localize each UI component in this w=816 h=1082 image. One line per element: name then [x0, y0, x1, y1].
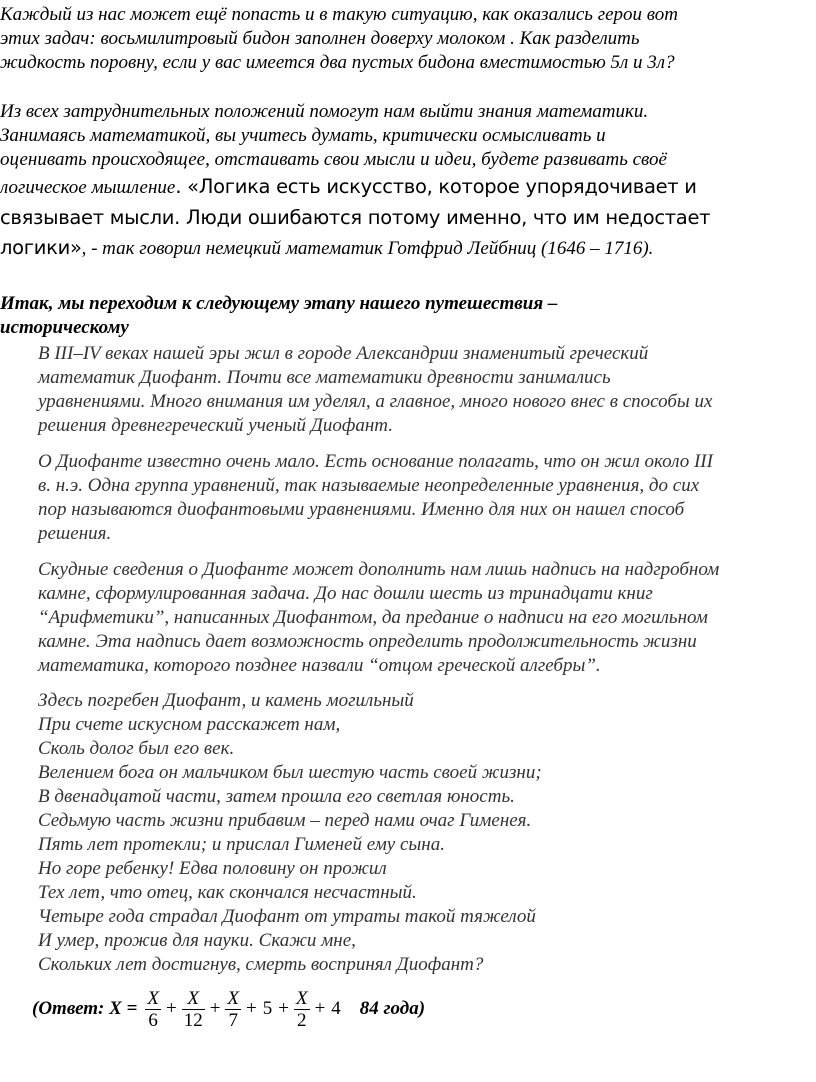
logic-line: Из всех затруднительных положений помогут нам выйти знания математики.	[0, 101, 649, 122]
fraction-numerator: X	[187, 987, 199, 1009]
history-paragraph-1	[38, 342, 813, 438]
leibniz-quote: . «Логика есть искусство, которое упорядочивает и	[175, 175, 697, 198]
poem-line: Но горе ребенку! Едва половину он прожил	[38, 858, 387, 879]
poem-line: Четыре года страдал Диофант от утраты такой тяжелой	[38, 906, 536, 927]
logic-paragraph	[0, 100, 812, 264]
logic-line: Занимаясь математикой, вы учитесь думать, критически осмысливать и	[0, 125, 606, 146]
poem-line: При счете искусном расскажет нам,	[38, 714, 341, 735]
transition-line: историческому	[0, 317, 129, 338]
logic-line	[0, 233, 812, 264]
intro-paragraph	[0, 3, 812, 75]
history-line: В III–IV веках нашей эры жил в городе Александрии знаменитый греческий	[38, 343, 649, 364]
history-line: математика, которого позднее назвали “отцом греческой алгебры”.	[38, 655, 601, 676]
transition-heading	[0, 292, 812, 340]
fraction-x-7	[225, 988, 241, 1031]
intro-line: жидкость поровну, если у вас имеется два пустых бидона вместимостью 5л и 3л?	[0, 52, 675, 73]
term-five: 5	[262, 998, 273, 1019]
history-line: камне. Эта надпись дает возможность определить продолжительность жизни	[38, 631, 697, 652]
answer-result: 84 года)	[359, 998, 426, 1019]
poem-line: Тех лет, что отец, как скончался несчастный.	[38, 882, 417, 903]
fraction-denominator: 6	[148, 1009, 158, 1031]
history-line: “Арифметики”, написанных Диофантом, да предание о надписи на его могильном	[38, 607, 708, 628]
plus-sign: +	[278, 998, 289, 1019]
history-paragraph-3	[38, 558, 813, 678]
logic-text: логическое мышление	[0, 177, 176, 198]
poem-line: Сколь долог был его век.	[38, 738, 235, 759]
history-line: уравнениями. Много внимания им уделял, а главное, много нового внес в способы их	[38, 391, 713, 412]
poem-line: В двенадцатой части, затем прошла его светлая юность.	[38, 786, 515, 807]
logic-line	[0, 172, 812, 203]
fraction-numerator: X	[295, 987, 308, 1009]
fraction-denominator: 2	[297, 1009, 307, 1031]
poem-line: Здесь погребен Диофант, и камень могильный	[38, 690, 414, 711]
history-line: камне, сформулированная задача. До нас дошли шесть из тринадцати книг	[38, 583, 653, 604]
poem-line: Седьмую часть жизни прибавим – перед нами очаг Гименея.	[38, 810, 532, 831]
leibniz-quote: связывает мысли. Люди ошибаются потому именно, что им недостает	[0, 206, 711, 229]
history-line: О Диофанте известно очень мало. Есть основание полагать, что он жил около III	[38, 451, 713, 472]
leibniz-attribution: , - так говорил немецкий математик Готфрид Лейбниц (1646 – 1716).	[81, 238, 654, 259]
logic-line: оценивать происходящее, отстаивать свои мысли и идеи, будете развивать своё	[0, 149, 667, 170]
poem-line: Скольких лет достигнув, смерть воспринял Диофант?	[38, 954, 484, 975]
fraction-x-2	[294, 988, 310, 1031]
history-paragraph-2	[38, 450, 813, 546]
poem-line: И умер, прожив для науки. Скажи мне,	[38, 930, 356, 951]
history-line: Скудные сведения о Диофанте может дополнить нам лишь надпись на надгробном	[38, 559, 720, 580]
plus-sign: +	[246, 998, 257, 1019]
transition-line: Итак, мы переходим к следующему этапу нашего путешествия –	[0, 293, 558, 314]
diophantus-epitaph-poem	[38, 689, 813, 977]
plus-sign: +	[314, 998, 326, 1019]
fraction-x-6	[145, 988, 161, 1031]
fraction-numerator: X	[227, 987, 240, 1009]
intro-line: Каждый из нас может ещё попасть и в такую ситуацию, как оказались герои вот	[0, 4, 679, 25]
poem-line: Велением бога он мальчиком был шестую часть своей жизни;	[38, 762, 542, 783]
fraction-numerator: X	[147, 987, 159, 1009]
plus-sign: +	[209, 998, 221, 1019]
fraction-denominator: 12	[183, 1009, 203, 1031]
leibniz-quote: логики»	[0, 236, 82, 259]
history-line: математик Диофант. Почти все математики древности занимались	[38, 367, 611, 388]
term-four: 4	[331, 998, 341, 1019]
history-line: решения.	[38, 523, 112, 544]
poem-line: Пять лет протекли; и прислал Гименей ему сына.	[38, 834, 445, 855]
plus-sign: +	[165, 998, 177, 1019]
history-line: решения древнегреческий ученый Диофант.	[38, 415, 393, 436]
fraction-x-12	[182, 988, 205, 1031]
intro-line: этих задач: восьмилитровый бидон заполнен доверху молоком . Как разделить	[0, 28, 640, 49]
fraction-denominator: 7	[228, 1009, 238, 1031]
answer-label: (Ответ: X =	[32, 998, 138, 1019]
history-line: пор называются диофантовыми уравнениями. Именно для них он нашел способ	[38, 499, 685, 520]
answer-equation	[32, 984, 425, 1034]
history-line: в. н.э. Одна группа уравнений, так называемые неопределенные уравнения, до сих	[38, 475, 700, 496]
